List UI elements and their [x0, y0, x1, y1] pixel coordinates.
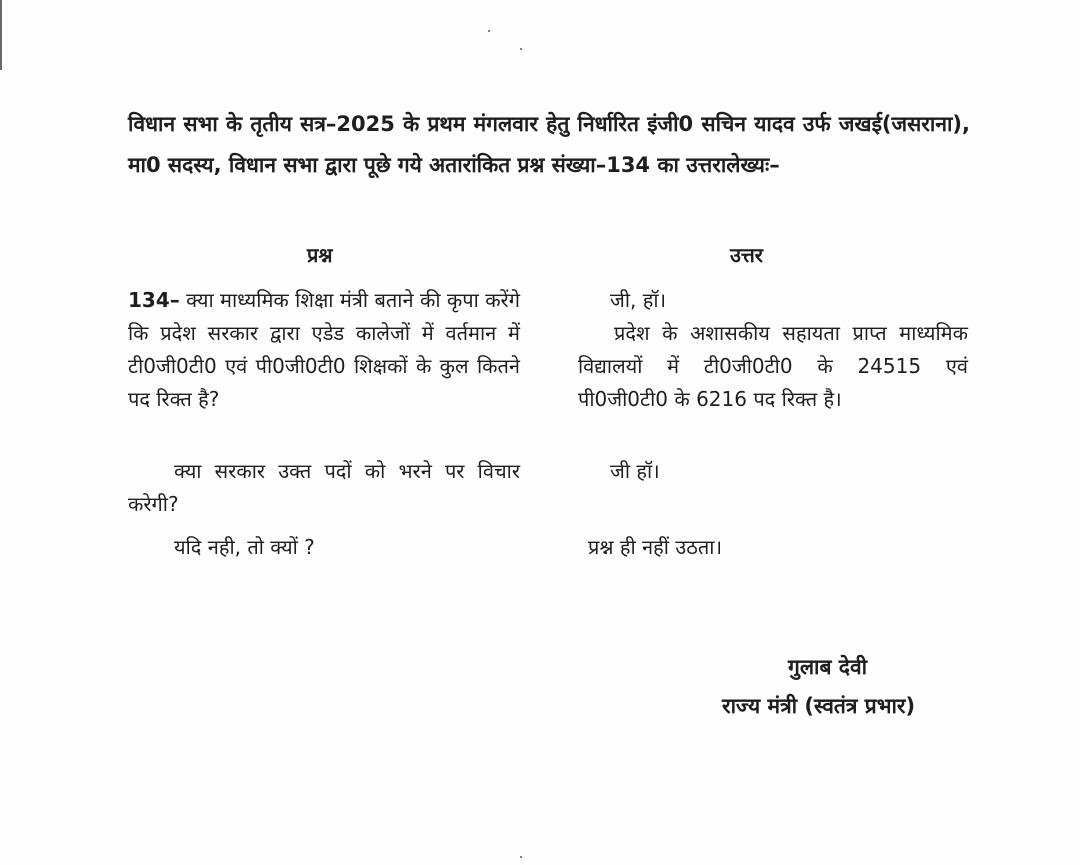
- question-column-title: प्रश्न: [307, 243, 333, 267]
- scan-speck: [488, 30, 490, 32]
- answer-column-title: उत्तर: [730, 243, 763, 267]
- question-1: [128, 284, 520, 416]
- document-heading: विधान सभा के तृतीय सत्र–2025 के प्रथम मंगलवार हेतु निर्धारित इंजी0 सचिन यादव उर्फ जखई(जसराना), मा0 सदस्य, विधान सभा द्वारा पूछे गये अतारांकित प्रश्न संख्या–134 का उत्तरालेख्यः–: [128, 112, 970, 177]
- answer-3: प्रश्न ही नहीं उठता।: [588, 535, 723, 559]
- signatory-name: गुलाब देवी: [788, 655, 868, 679]
- signatory-title: राज्य मंत्री (स्वतंत्र प्रभार): [722, 694, 916, 718]
- question-1-text: क्या माध्यमिक शिक्षा मंत्री बताने की कृपा करेंगे कि प्रदेश सरकार द्वारा एडेड कालेजों में वर्तमान में टी0जी0टी0 एवं पी0जी0टी0 शिक्षकों के कुल कितने पद रिक्त है?: [128, 288, 520, 411]
- scan-edge-line: [0, 0, 2, 70]
- answer-1: जी, हॉ।: [610, 288, 667, 312]
- answer-1-detail: प्रदेश के अशासकीय सहायता प्राप्त माध्यमिक विद्यालयों में टी0जी0टी0 के 24515 एवं पी0जी0टी0 के 6216 पद रिक्त है।: [578, 321, 968, 411]
- question-2: क्या सरकार उक्त पदों को भरने पर विचार करेगी?: [128, 459, 520, 516]
- question-number: 134–: [128, 288, 180, 312]
- scan-speck: [520, 856, 522, 858]
- answer-2: जी हॉ।: [610, 459, 660, 483]
- scan-speck: [520, 48, 522, 50]
- question-3: यदि नही, तो क्यों ?: [174, 535, 315, 559]
